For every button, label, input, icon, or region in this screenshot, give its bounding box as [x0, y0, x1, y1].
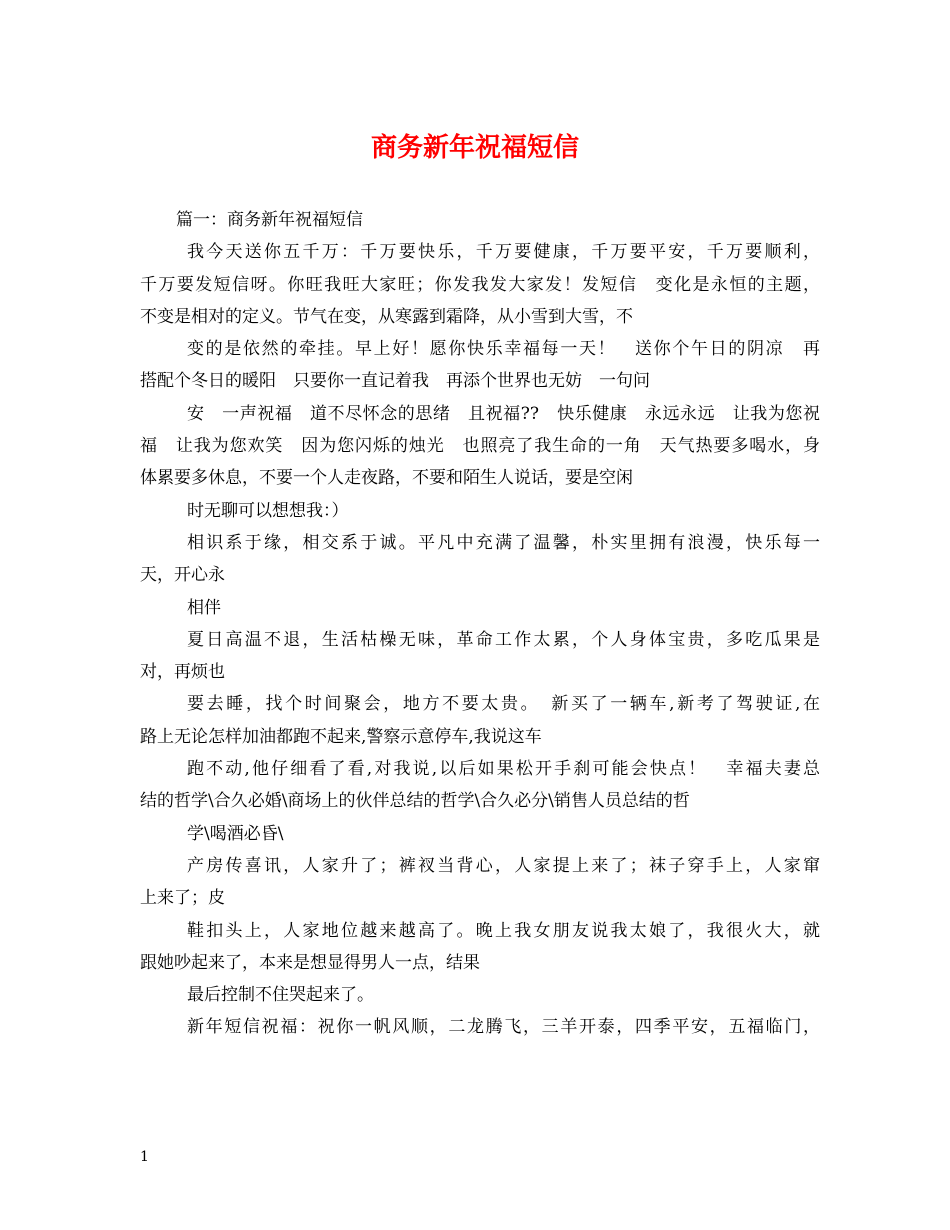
body-line: 产房传喜讯，人家升了；裤衩当背心，人家提上来了；袜子穿手上，人家窜 [187, 855, 820, 876]
body-line: 新年短信祝福：祝你一帆风顺，二龙腾飞，三羊开泰，四季平安，五福临门， [187, 1017, 820, 1038]
body-line: 对，再烦也 [140, 662, 225, 683]
body-line: 相识系于缘，相交系于诚。平凡中充满了温馨，朴实里拥有浪漫，快乐每一 [187, 532, 820, 553]
body-line: 上来了；皮 [140, 888, 225, 909]
body-line: 篇一：商务新年祝福短信 [176, 210, 363, 230]
body-line: 相伴 [187, 597, 221, 618]
body-line: 我今天送你五千万：千万要快乐，千万要健康，千万要平安，千万要顺利， [187, 242, 820, 263]
body-line: 路上无论怎样加油都跑不起来,警察示意停车,我说这车 [140, 726, 542, 747]
body-line: 变的是依然的牵挂。早上好！愿你快乐幸福每一天！ 送你个午日的阴凉 再 [187, 339, 820, 360]
body-line: 福 让我为您欢笑 因为您闪烁的烛光 也照亮了我生命的一角 天气热要多喝水，身 [140, 436, 820, 457]
page-number: 1 [140, 1149, 149, 1165]
body-line: 结的哲学\合久必婚\商场上的伙伴总结的哲学\合久必分\销售人员总结的哲 [140, 791, 690, 812]
body-line: 跑不动,他仔细看了看,对我说,以后如果松开手刹可能会快点！ 幸福夫妻总 [187, 759, 820, 780]
body-line: 最后控制不住哭起来了。 [187, 985, 374, 1006]
body-line: 时无聊可以想想我：） [187, 500, 349, 521]
body-line: 学\喝酒必昏\ [187, 823, 284, 844]
document-body [140, 204, 820, 1044]
body-line: 跟她吵起来了，本来是想显得男人一点，结果 [140, 952, 480, 973]
body-line: 天，开心永 [140, 565, 225, 586]
body-line: 搭配个冬日的暖阳 只要你一直记着我 再添个世界也无妨 一句问 [140, 371, 650, 392]
body-line: 鞋扣头上，人家地位越来越高了。晚上我女朋友说我太娘了，我很火大，就 [187, 920, 820, 941]
document-title: 商务新年祝福短信 [370, 133, 579, 163]
body-line: 千万要发短信呀。你旺我旺大家旺；你发我发大家发！发短信 变化是永恒的主题， [140, 274, 820, 295]
body-line: 体累要多休息，不要一个人走夜路，不要和陌生人说话，要是空闲 [140, 468, 633, 489]
body-line: 要去睡，找个时间聚会，地方不要太贵。 新买了一辆车,新考了驾驶证,在 [187, 694, 820, 715]
body-line: 夏日高温不退，生活枯橾无味，革命工作太累，个人身体宝贵，多吃瓜果是 [187, 629, 820, 650]
body-line: 不变是相对的定义。节气在变，从寒露到霜降，从小雪到大雪，不 [140, 306, 633, 327]
body-line: 安 一声祝福 道不尽怀念的思绪 且祝福?? 快乐健康 永远永远 让我为您祝 [187, 403, 820, 424]
